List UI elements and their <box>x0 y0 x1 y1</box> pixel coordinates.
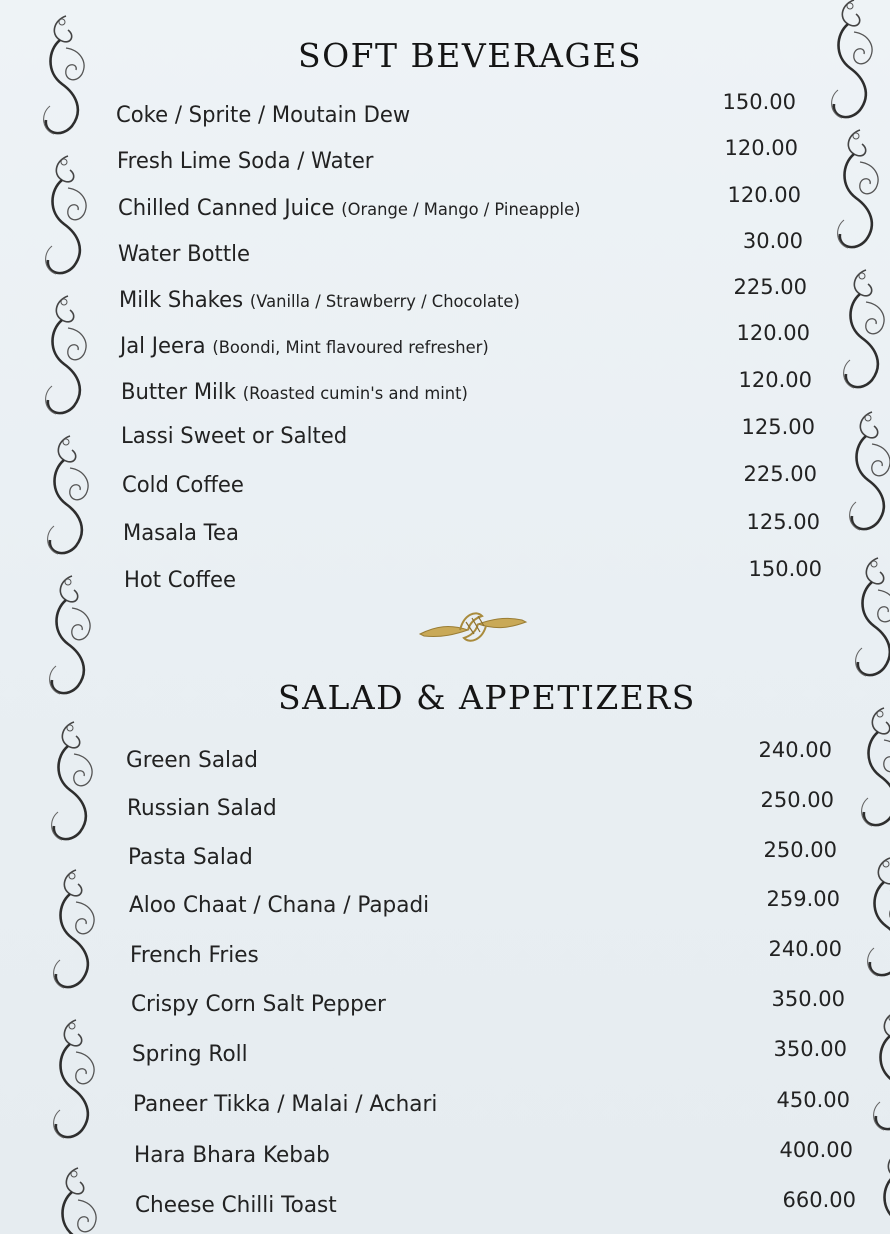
menu-item-name <box>134 1143 330 1168</box>
item-price: 250.00 <box>760 788 834 812</box>
section-title-soft-beverages: SOFT BEVERAGES <box>298 36 643 75</box>
item-name-text: Hot Coffee <box>124 568 237 593</box>
item-price: 125.00 <box>741 415 815 439</box>
item-name-text: Green Salad <box>126 748 258 773</box>
item-name-text: Crispy Corn Salt Pepper <box>131 992 386 1017</box>
item-price: 240.00 <box>758 738 832 762</box>
item-price: 350.00 <box>771 987 845 1011</box>
item-name-text: Paneer Tikka / Malai / Achari <box>133 1092 438 1117</box>
menu-item-name <box>123 521 239 546</box>
menu-item-name <box>121 380 468 405</box>
item-price: 225.00 <box>733 275 807 299</box>
menu-item-name <box>127 796 277 821</box>
item-price: 350.00 <box>773 1037 847 1061</box>
item-price: 225.00 <box>743 462 817 486</box>
menu-item-name <box>128 845 253 870</box>
item-description: (Vanilla / Strawberry / Chocolate) <box>249 292 520 312</box>
item-price: 660.00 <box>782 1188 856 1212</box>
item-price: 120.00 <box>724 136 798 160</box>
item-name-text: Coke / Sprite / Moutain Dew <box>116 103 411 128</box>
item-name-text: Hara Bhara Kebab <box>134 1143 330 1168</box>
item-name-text: Aloo Chaat / Chana / Papadi <box>129 893 430 918</box>
item-name-text: Water Bottle <box>118 242 250 267</box>
item-name-text: Pasta Salad <box>128 845 253 870</box>
item-price: 150.00 <box>748 557 822 581</box>
item-name-text: Masala Tea <box>123 521 239 546</box>
item-name-text: Chilled Canned Juice <box>118 196 335 221</box>
item-price: 450.00 <box>776 1088 850 1112</box>
item-name-text: French Fries <box>130 943 259 968</box>
item-price: 120.00 <box>727 183 801 207</box>
menu-item-name <box>122 473 244 498</box>
item-price: 259.00 <box>766 887 840 911</box>
left-scroll-border <box>34 0 106 1234</box>
item-description: (Roasted cumin's and mint) <box>242 384 468 404</box>
item-name-text: Fresh Lime Soda / Water <box>117 149 374 174</box>
menu-item-name <box>118 242 250 267</box>
item-name-text: Russian Salad <box>127 796 277 821</box>
item-price: 250.00 <box>763 838 837 862</box>
item-name-text: Milk Shakes <box>119 288 244 313</box>
menu-item-name <box>126 748 258 773</box>
menu-item-name <box>124 568 236 593</box>
item-name-text: Jal Jeera <box>120 334 206 359</box>
menu-item-name <box>119 288 520 313</box>
item-price: 120.00 <box>738 368 812 392</box>
menu-item-name <box>130 943 259 968</box>
item-name-text: Lassi Sweet or Salted <box>121 424 348 449</box>
menu-item-name <box>117 149 374 174</box>
item-price: 150.00 <box>722 90 796 114</box>
menu-item-name <box>121 424 347 449</box>
item-name-text: Spring Roll <box>132 1042 248 1067</box>
section-title-salad-appetizers: SALAD & APPETIZERS <box>278 678 696 717</box>
item-name-text: Cheese Chilli Toast <box>135 1193 337 1218</box>
menu-item-name <box>120 334 489 359</box>
item-name-text: Butter Milk <box>121 380 237 405</box>
menu-item-name <box>116 103 410 128</box>
menu-item-name <box>133 1092 437 1117</box>
menu-item-name <box>131 992 386 1017</box>
item-price: 240.00 <box>768 937 842 961</box>
menu-item-name <box>118 196 580 221</box>
item-price: 30.00 <box>742 229 803 253</box>
item-price: 400.00 <box>779 1138 853 1162</box>
item-description: (Orange / Mango / Pineapple) <box>341 200 581 220</box>
item-price: 120.00 <box>736 321 810 345</box>
item-price: 125.00 <box>746 510 820 534</box>
menu-item-name <box>135 1193 337 1218</box>
gold-leaf-divider-icon <box>416 604 530 650</box>
item-description: (Boondi, Mint flavoured refresher) <box>212 338 489 358</box>
item-name-text: Cold Coffee <box>122 473 244 498</box>
menu-item-name <box>132 1042 248 1067</box>
menu-item-name <box>129 893 429 918</box>
